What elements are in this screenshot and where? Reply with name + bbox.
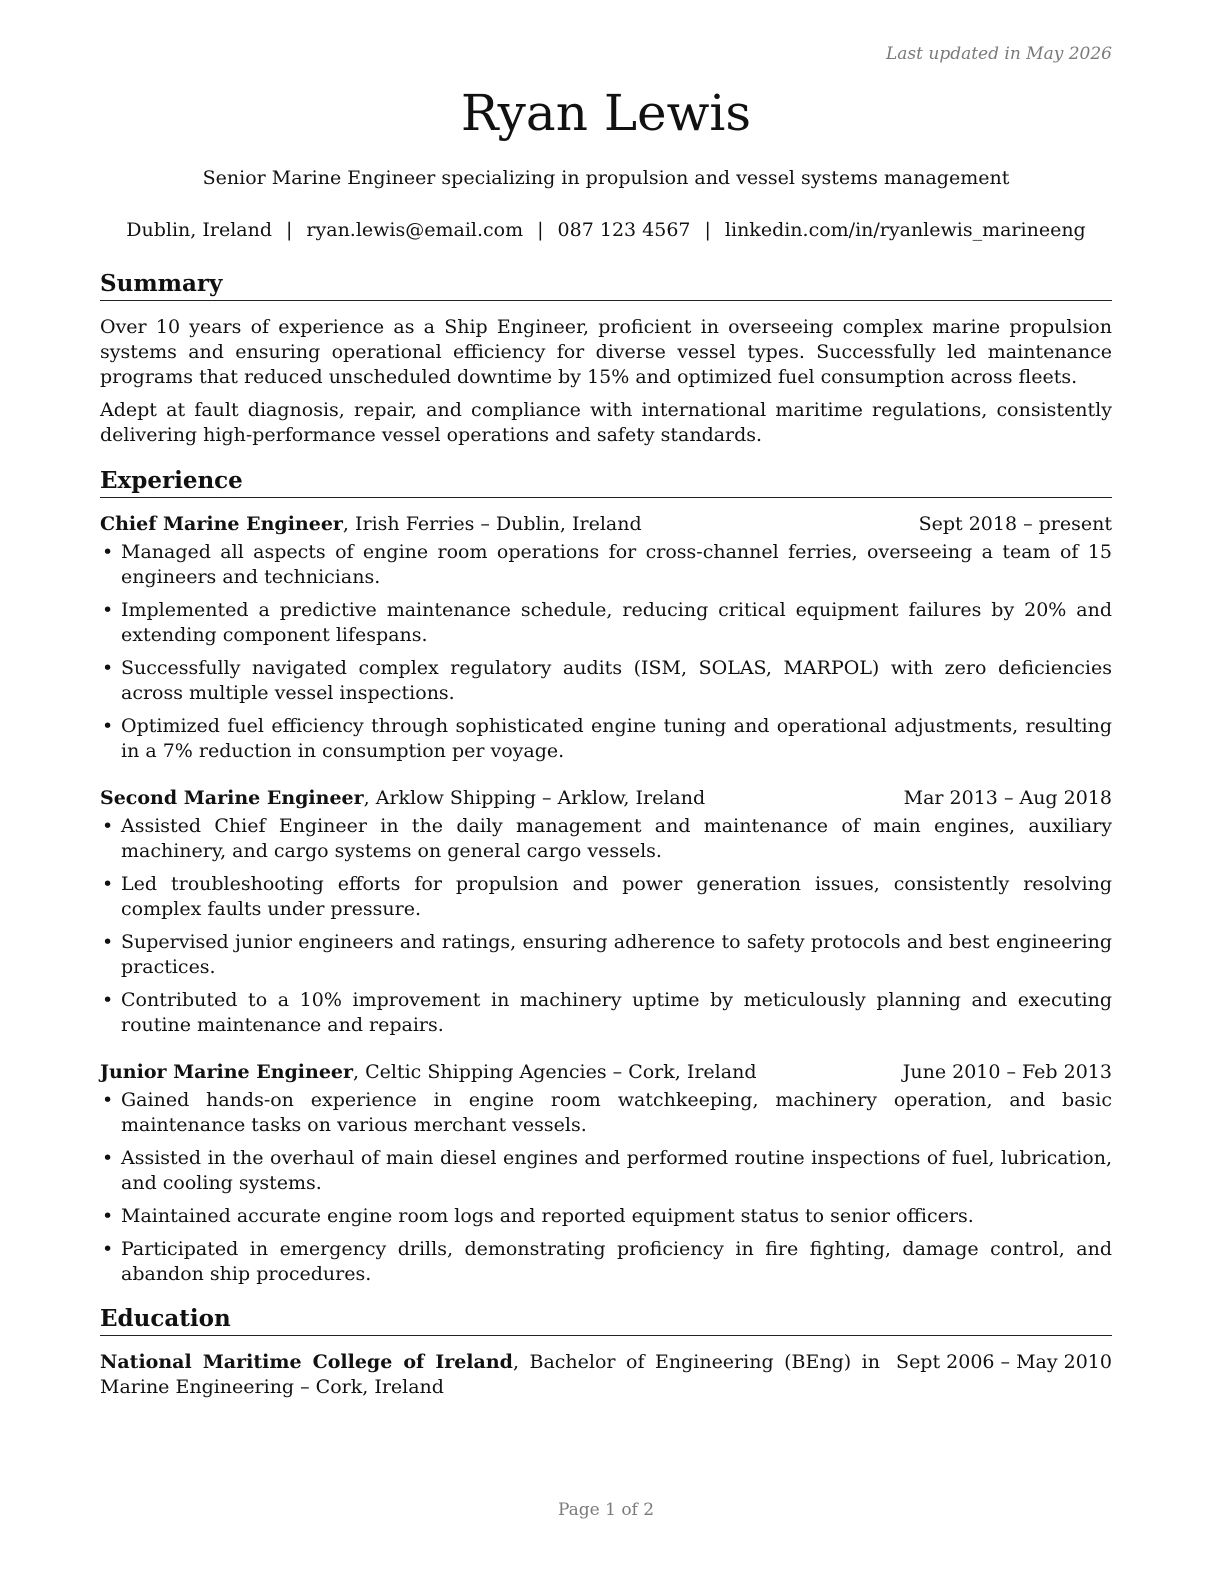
education-detail: , Bachelor of Engineering (BEng) in Marine Engineering – Cork, Ireland (100, 1351, 880, 1398)
summary-paragraph: Over 10 years of experience as a Ship Engineer, proficient in overseeing complex marine propulsion systems and ensuring operational efficiency for diverse vessel types. Successfully led maintenance programs that reduced unscheduled downtime by 15% and optimized fuel consumption across fleets. (100, 316, 1112, 388)
education-description (100, 1350, 880, 1400)
education-dates: Sept 2006 – May 2010 (896, 1351, 1112, 1373)
job-bullet: • Managed all aspects of engine room operations for cross-channel ferries, overseeing a team of 15 engineers and technicians. (100, 540, 1112, 590)
job-bullet: • Participated in emergency drills, demonstrating proficiency in fire fighting, damage control, and abandon ship procedures. (100, 1237, 1112, 1287)
job-role: Chief Marine Engineer (100, 513, 343, 535)
job-title-line (100, 1060, 756, 1085)
job-entry (100, 786, 1112, 1038)
last-updated: Last updated in May 2026 (885, 44, 1112, 64)
job-bullet: • Successfully navigated complex regulatory audits (ISM, SOLAS, MARPOL) with zero deficiencies across multiple vessel inspections. (100, 656, 1112, 706)
contact-email[interactable]: ryan.lewis@email.com (306, 219, 524, 241)
contact-separator: | (286, 219, 293, 241)
summary-paragraph: Adept at fault diagnosis, repair, and compliance with international maritime regulations, consistently delivering high-performance vessel operations and safety standards. (100, 399, 1112, 446)
resume-content (100, 270, 1112, 1400)
job-dates: Mar 2013 – Aug 2018 (903, 787, 1112, 809)
job-bullet: • Implemented a predictive maintenance schedule, reducing critical equipment failures by 20% and extending component lifespans. (100, 598, 1112, 648)
job-bullet: • Gained hands-on experience in engine room watchkeeping, machinery operation, and basic maintenance tasks on various merchant vessels. (100, 1088, 1112, 1138)
job-org: , Arklow Shipping – Arklow, Ireland (363, 787, 706, 809)
job-header (100, 1060, 1112, 1085)
job-bullet: • Maintained accurate engine room logs and reported equipment status to senior officers. (100, 1204, 1112, 1229)
job-entry (100, 512, 1112, 764)
job-entry (100, 1060, 1112, 1287)
job-dates: Sept 2018 – present (918, 513, 1112, 535)
contact-linkedin[interactable]: linkedin.com/in/ryanlewis_marineeng (724, 219, 1086, 241)
job-bullet: • Assisted in the overhaul of main diesel engines and performed routine inspections of fuel, lubrication, and cooling systems. (100, 1146, 1112, 1196)
contact-separator: | (537, 219, 544, 241)
job-role: Junior Marine Engineer (100, 1061, 354, 1083)
job-header (100, 512, 1112, 537)
job-dates: June 2010 – Feb 2013 (902, 1061, 1112, 1083)
contact-line (100, 219, 1112, 241)
contact-separator: | (704, 219, 711, 241)
education-entry (100, 1350, 1112, 1400)
job-bullet: • Supervised junior engineers and ratings, ensuring adherence to safety protocols and best engineering practices. (100, 930, 1112, 980)
tagline: Senior Marine Engineer specializing in propulsion and vessel systems management (202, 167, 1010, 189)
education-school: National Maritime College of Ireland (100, 1351, 513, 1373)
job-bullets (100, 540, 1112, 764)
job-bullet: • Contributed to a 10% improvement in machinery uptime by meticulously planning and executing routine maintenance and repairs. (100, 988, 1112, 1038)
candidate-name: Ryan Lewis (460, 84, 752, 142)
education-heading: Education (100, 1305, 1112, 1336)
job-bullets (100, 814, 1112, 1038)
job-bullets (100, 1088, 1112, 1287)
resume-page (100, 0, 1112, 1584)
job-bullet: • Optimized fuel efficiency through sophisticated engine tuning and operational adjustments, resulting in a 7% reduction in consumption per voyage. (100, 714, 1112, 764)
contact-location: Dublin, Ireland (126, 219, 273, 241)
job-bullet: • Led troubleshooting efforts for propulsion and power generation issues, consistently resolving complex faults under pressure. (100, 872, 1112, 922)
job-role: Second Marine Engineer (100, 787, 364, 809)
job-header (100, 786, 1112, 811)
experience-section (100, 512, 1112, 1287)
job-org: , Celtic Shipping Agencies – Cork, Ireland (353, 1061, 757, 1083)
job-title-line (100, 512, 642, 537)
job-title-line (100, 786, 705, 811)
job-org: , Irish Ferries – Dublin, Ireland (342, 513, 642, 535)
job-bullet: • Assisted Chief Engineer in the daily management and maintenance of main engines, auxiliary machinery, and cargo systems on general cargo vessels. (100, 814, 1112, 864)
contact-phone[interactable]: 087 123 4567 (557, 219, 691, 241)
page-number: Page 1 of 2 (557, 1500, 655, 1520)
summary-section (100, 315, 1112, 448)
experience-heading: Experience (100, 467, 1112, 498)
summary-heading: Summary (100, 270, 1112, 301)
